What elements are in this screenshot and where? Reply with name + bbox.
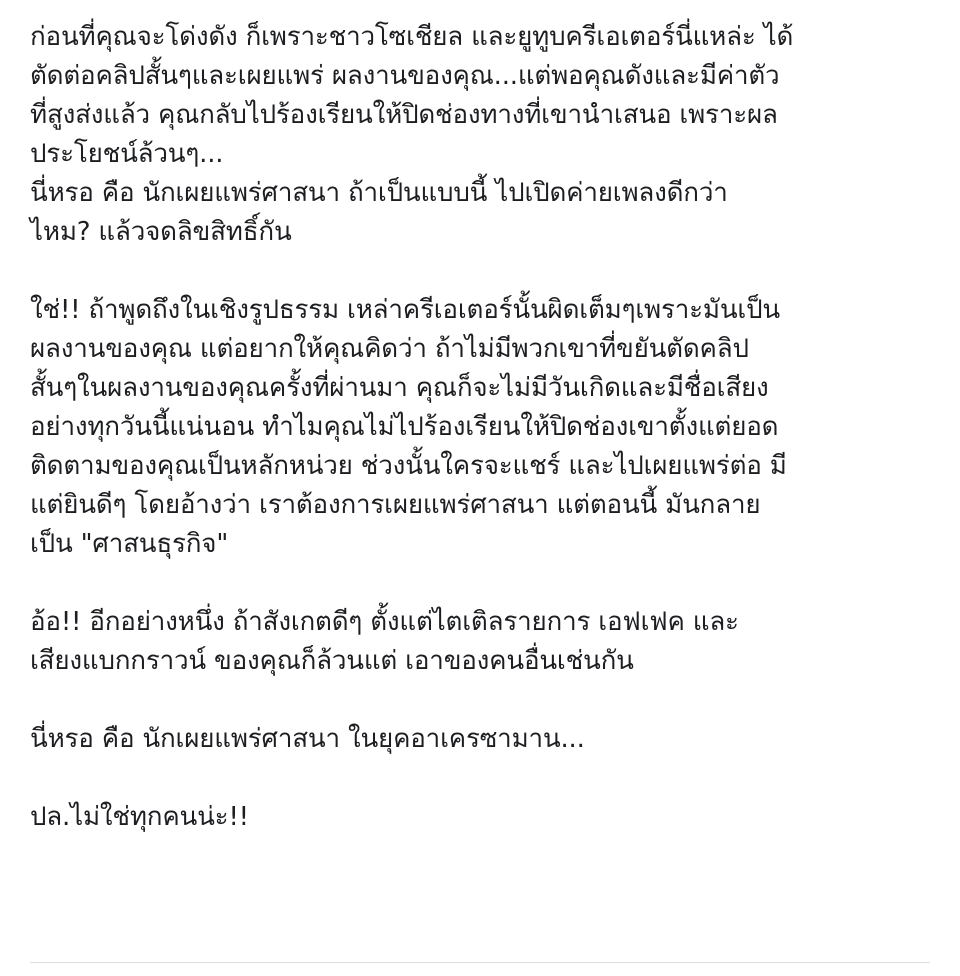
post-text-line: ก่อนที่คุณจะโด่งดัง ก็เพราะชาวโซเชียล และยูทูบครีเอเตอร์นี่แหล่ะ ได้ (30, 22, 794, 52)
post-text-line: ที่สูงส่งแล้ว คุณกลับไปร้องเรียนให้ปิดช่องทางที่เขานำเสนอ เพราะผล (30, 100, 778, 130)
post-text-line: เป็น "ศาสนธุรกิจ" (30, 529, 229, 559)
post-paragraph-2 (30, 291, 945, 564)
post-paragraph-4 (30, 720, 945, 759)
post-text-line: ใช่!! ถ้าพูดถึงในเชิงรูปธรรม เหล่าครีเอเตอร์นั้นผิดเต็มๆเพราะมันเป็น (30, 295, 780, 325)
post-text-line: อ้อ!! อีกอย่างหนึ่ง ถ้าสังเกตดีๆ ตั้งแต่ไตเติลรายการ เอฟเฟค และ (30, 607, 739, 637)
post-text-line: แต่ยินดีๆ โดยอ้างว่า เราต้องการเผยแพร่ศาสนา แต่ตอนนี้ มันกลาย (30, 490, 761, 520)
post-text-line: ไหม? แล้วจดลิขสิทธิ์กัน (30, 217, 292, 247)
post-text-line: นี่หรอ คือ นักเผยแพร่ศาสนา ถ้าเป็นแบบนี้ ไปเปิดค่ายเพลงดีกว่า (30, 178, 728, 208)
post-paragraph-3 (30, 603, 945, 681)
post-text-line: เสียงแบกกราวน์ ของคุณก็ล้วนแต่ เอาของคนอื่นเช่นกัน (30, 646, 634, 676)
post-paragraph-5 (30, 798, 945, 837)
post-body (30, 18, 945, 876)
post-text-line: ผลงานของคุณ แต่อยากให้คุณคิดว่า ถ้าไม่มีพวกเขาที่ขยันตัดคลิป (30, 334, 749, 364)
post-text-line: สั้นๆในผลงานของคุณครั้งที่ผ่านมา คุณก็จะไม่มีวันเกิดและมีชื่อเสียง (30, 373, 769, 403)
post-text-line: ปล.ไม่ใช่ทุกคนน่ะ!! (30, 802, 249, 832)
post-text-line: นี่หรอ คือ นักเผยแพร่ศาสนา ในยุคอาเครซามาน... (30, 724, 585, 754)
post-text-line: ประโยชน์ล้วนๆ... (30, 139, 224, 169)
post-text-line: ติดตามของคุณเป็นหลักหน่วย ช่วงนั้นใครจะแชร์ และไปเผยแพร่ต่อ มี (30, 451, 787, 481)
post-paragraph-1 (30, 18, 945, 252)
post-text-line: อย่างทุกวันนี้แน่นอน ทำไมคุณไม่ไปร้องเรียนให้ปิดช่องเขาตั้งแต่ยอด (30, 412, 779, 442)
post-text-line: ตัดต่อคลิปสั้นๆและเผยแพร่ ผลงานของคุณ...แต่พอคุณดังและมีค่าตัว (30, 61, 780, 91)
post-divider (30, 962, 930, 963)
